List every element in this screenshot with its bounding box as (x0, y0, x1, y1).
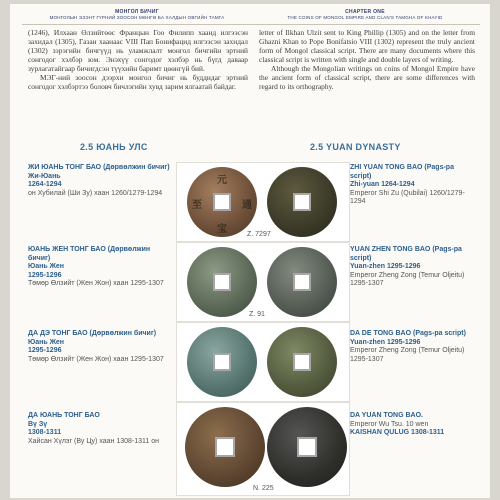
mn-paragraph-2: МЭГ-ний зоосон дээрхи монгол бичиг нь буддидаг эртний сонгодог хэлбэртээ боловч бичлэгийн хувд зарим ялгаатай байдаг. (28, 73, 248, 91)
coin-caption-en-3 (350, 330, 476, 364)
coin-title-en: YUAN ZHEN TONG BAO (Pags-pa script) (350, 246, 462, 262)
coin-square-hole (293, 193, 311, 211)
header-left-subtitle: МОНГОЛЫН ЭЗЭНТ ГҮРНИЙ ЗООСОН МӨНГӨ БА ХАЛДЫН ОВГИЙН ТАМГА (49, 15, 225, 20)
en-paragraph-1: letter of Ilkhan Ulzit sent to King Phillip (1305) and on the letter from Ghazni Khan to Pope Bonifatsio VIII (1302) represent the truly ancient form of Mongol classical script. There are many documents where this classical script is written with single and double layers of writing. (259, 28, 475, 64)
coin-note-mn: Хайсан Хүлэг (Ву Цу) хаан 1308-1311 он (28, 437, 159, 445)
coin-caption-mn-2 (28, 246, 173, 289)
header-right-title: CHAPTER ONE (345, 9, 385, 15)
coin-name-mn: Юань Жен (28, 338, 65, 346)
english-text-column (259, 28, 475, 91)
running-header-right (250, 9, 480, 20)
coin-glyph: 宝 (217, 224, 227, 235)
coin-obverse (187, 247, 257, 317)
coin-photo-4 (176, 402, 350, 496)
coin-photo-2 (176, 242, 350, 322)
coin-obverse (185, 407, 265, 487)
coin-square-hole (293, 353, 311, 371)
coin-title-mn: ДА ЮАНЬ ТОНГ БАО (28, 412, 100, 419)
coin-name-mn: Юань Жен (28, 263, 65, 271)
mongolian-text-column (28, 28, 248, 91)
section-heading-en: 2.5 YUAN DYNASTY (310, 142, 401, 152)
coin-name-en: Yuan-zhen 1295-1296 (350, 263, 421, 271)
coin-note-en: Emperor Zheng Zong (Temur Oljeitu) 1295-1307 (350, 271, 465, 288)
coin-reverse (267, 407, 347, 487)
coin-caption-mn-1 (28, 164, 173, 198)
coin-years-mn: 1295-1296 (28, 347, 62, 355)
coin-catalog-label: N. 225 (253, 485, 274, 492)
coin-glyph: 至 (192, 200, 202, 211)
coin-square-hole (297, 437, 317, 457)
coin-square-hole (213, 273, 231, 291)
coin-obverse (187, 167, 257, 237)
coin-name-mn: Жи-Юань (28, 172, 61, 180)
coin-years-mn: 1295-1296 (28, 271, 62, 279)
coin-square-hole (213, 353, 231, 371)
coin-note-mn: Төмөр Өлзийт (Жен Жон) хаан 1295-1307 (28, 355, 164, 363)
coin-photo-3 (176, 322, 350, 402)
section-heading-mn: 2.5 ЮАНЬ УЛС (80, 142, 148, 152)
coin-caption-en-2 (350, 246, 476, 289)
coin-title-en: DA DE TONG BAO (Pags-pa script) (350, 330, 466, 337)
coin-note-mn: он Хубилай (Ши Зу) хаан 1260/1279-1294 (28, 189, 163, 197)
header-right-subtitle: THE COINS OF MONGOL EMPIRE AND CLAN'S TAMGHA OF KHAYID (287, 15, 443, 20)
coin-catalog-label: Z. 7297 (247, 231, 271, 238)
coin-name-en: Yuan-zhen 1295-1296 (350, 338, 421, 346)
running-header-left (22, 9, 252, 20)
coin-caption-mn-3 (28, 330, 173, 364)
coin-name-en: Emperor Wu Tsu. 10 wen (350, 420, 429, 428)
coin-note-en: Emperor Shi Zu (Qubilai) 1260/1279-1294 (350, 189, 465, 206)
coin-title-mn: ЖИ ЮАНЬ ТОНГ БАО (Дөрвөлжин бичиг) (28, 164, 170, 171)
book-page (10, 4, 490, 498)
coin-caption-en-4 (350, 412, 476, 438)
coin-title-en: DA YUAN TONG BAO. (350, 412, 423, 419)
coin-title-en: ZHI YUAN TONG BAO (Pags-pa script) (350, 164, 454, 180)
en-paragraph-2: Although the Mongolian writings on coins of Mongol Empire have the ancient form of classical script, there are some differences with regard to its orthography. (259, 64, 475, 91)
coin-note-mn: Төмөр Өлзийт (Жен Жон) хаан 1295-1307 (28, 280, 164, 288)
header-rule (22, 24, 480, 25)
coin-glyph: 通 (242, 200, 252, 211)
coin-name-en: Zhi-yuan 1264-1294 (350, 181, 415, 189)
coin-name-mn: Вү Зү (28, 420, 48, 428)
mn-paragraph-1: (1246), Илхаан Өлзийтөөс Францын Гоо Филипп хаанд илгээсэн захидал (1305), Газан хаанаас VIII Пап Бонифацид илгээсэн захидал (1302) зэрэгийн бичгүүд нь уламжлалт монгол бичгийн эртний сонгодог хэлбэр юм. Энэхүү сонгодог хэлбэр нь бүгд даваар зурлагатайгаар бичигдсэн түүхийн баримт цөөнгүй бий. (28, 28, 248, 73)
coin-obverse (187, 327, 257, 397)
coin-catalog-label: Z. 91 (249, 311, 265, 318)
coin-square-hole (215, 437, 235, 457)
coin-glyph: 元 (217, 175, 227, 186)
coin-note-en: Emperor Zheng Zong (Temur Oljeitu) 1295-1307 (350, 347, 465, 363)
coin-note-en: KAISHAN QULUG 1308-1311 (350, 429, 445, 437)
coin-title-mn: ДА ДЭ ТОНГ БАО (Дөрвөлжин бичиг) (28, 330, 157, 337)
coin-caption-mn-4 (28, 412, 173, 446)
header-left-title: МОНГОЛ БИЧИГ (115, 9, 159, 15)
coin-reverse (267, 327, 337, 397)
coin-reverse (267, 167, 337, 237)
coin-caption-en-1 (350, 164, 476, 207)
coin-reverse (267, 247, 337, 317)
coin-photo-1 (176, 162, 350, 242)
coin-square-hole (293, 273, 311, 291)
coin-years-mn: 1264-1294 (28, 181, 62, 189)
coin-square-hole (213, 193, 231, 211)
coin-years-mn: 1308-1311 (28, 429, 62, 437)
coin-title-mn: ЮАНЬ ЖЕН ТОНГ БАО (Дөрвөлжин бичиг) (28, 246, 151, 262)
